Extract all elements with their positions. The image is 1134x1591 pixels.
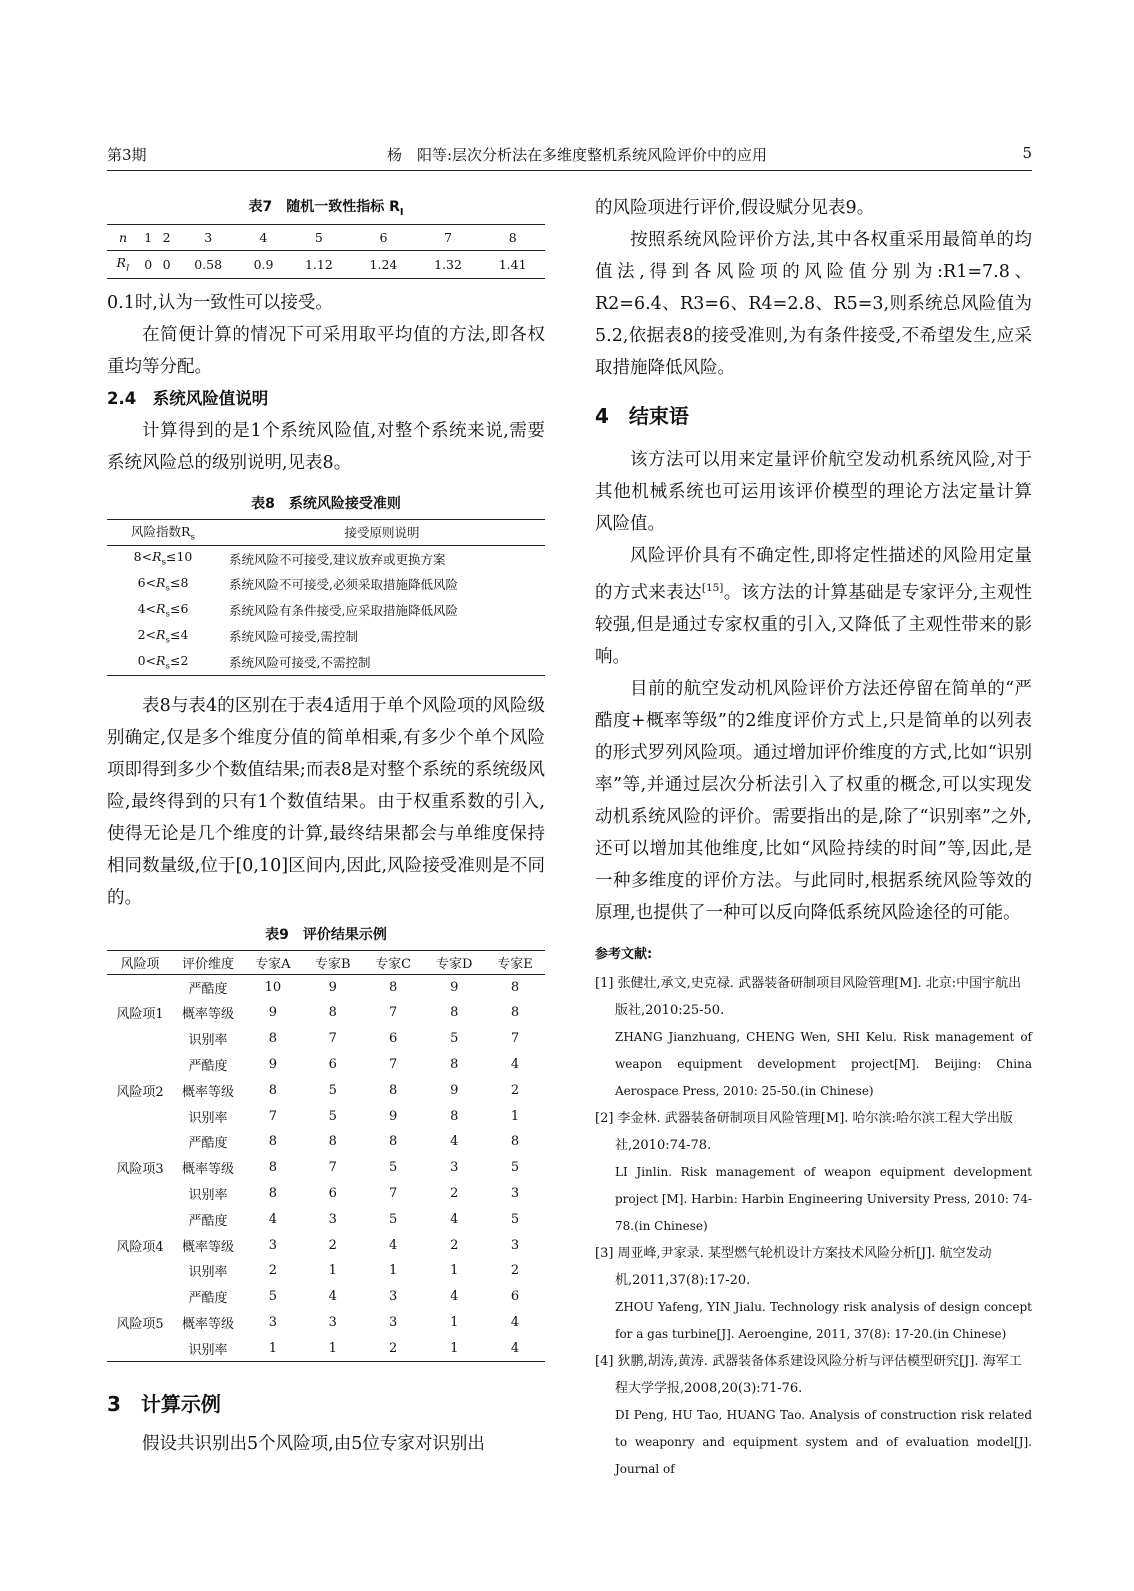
table-row: 风险项2 概率等级 8 5 8 9 2	[107, 1077, 545, 1103]
issue-number: 第3期	[107, 146, 147, 164]
table-cell: 9	[268, 1005, 278, 1021]
references-heading: 参考文献:	[595, 946, 653, 962]
table-cell: 识别率	[188, 1188, 228, 1204]
section-heading-2-4: 2.4 系统风险值说明	[107, 388, 269, 408]
table-cell: 3	[268, 1237, 278, 1253]
table-row: 风险项3 概率等级 8 7 5 3 5	[107, 1155, 545, 1181]
table-cell: 0.9	[253, 256, 274, 272]
left-column	[107, 192, 545, 1460]
table-cell: 0	[162, 256, 171, 272]
reference-entry-english: ZHOU Yafeng, YIN Jialu. Technology risk analysis of design concept for a gas turbine[J]. Aeroengine, 2011, 37(8): 17-20.(in Chinese)	[615, 1299, 1032, 1341]
table-cell: 8	[389, 979, 398, 995]
table-cell: 1	[450, 1315, 459, 1331]
table-cell: 0	[144, 256, 153, 272]
table-row	[107, 1206, 545, 1232]
table-cell: 严酷度	[188, 1213, 228, 1229]
table-cell: 5	[328, 1108, 337, 1124]
table-cell: 2	[450, 1186, 459, 1202]
table-cell: 严酷度	[188, 1059, 228, 1075]
table-cell: 3	[204, 229, 213, 245]
table7	[107, 224, 545, 279]
reference-entry-english: ZHANG Jianzhuang, CHENG Wen, SHI Kelu. Risk management of weapon equipment development project[M]. Beijing: China Aerospace Press, 2010: 25-50.(in Chinese)	[615, 1029, 1032, 1098]
table-row: $4<R_s\le 6$ 系统风险有条件接受,应采取措施降低风险	[137, 601, 458, 620]
table-cell: 4	[259, 229, 268, 245]
table-cell: 1.32	[434, 256, 462, 272]
table-cell: 4	[510, 1340, 520, 1356]
table-row: $0<R_s\le 2$ 系统风险可接受,不需控制	[137, 652, 371, 672]
table-row	[107, 1335, 545, 1361]
table-cell: 5	[510, 1160, 520, 1176]
table-cell: 8	[268, 1160, 278, 1176]
table-cell: 识别率	[188, 1342, 228, 1358]
table-cell: 7	[328, 1031, 337, 1047]
paragraph: 表8与表4的区别在于表4适用于单个风险项的风险级别确定,仅是多个维度分值的简单相乘,有多少个单个风险项即得到多少个数值结果;而表8是对整个系统的系统级风险,最终得到的只有1个数值结果。由于权重系数的引入,使得无论是几个维度的计算,最终结果都会与单维度保持相同数量级,位于[0,10]区间内,因此,风险接受准则是不同的。	[107, 695, 545, 908]
table-row	[107, 1284, 545, 1310]
table-cell: 识别率	[188, 1265, 228, 1281]
table-cell: 9	[328, 979, 337, 995]
table-cell: 3	[328, 1211, 337, 1227]
table-row: $2<R_s\le 4$ 系统风险可接受,需控制	[137, 627, 358, 646]
table-cell: 0.58	[194, 256, 223, 272]
table-cell: 6	[510, 1289, 520, 1305]
paragraph: 目前的航空发动机风险评价方法还停留在简单的“严酷度+概率等级”的2维度评价方式上,只是简单的以列表的形式罗列风险项。通过增加评价维度的方式,比如“识别率”等,并通过层次分析法引入了权重的概念,可以实现发动机系统风险的评价。需要指出的是,除了“识别率”之外,还可以增加其他维度,比如“风险持续的时间”等,因此,是一种多维度的评价方法。与此同时,根据系统风险等效的原理,也提供了一种可以反向降低系统风险途径的可能。	[595, 678, 1032, 923]
table8-header: 风险指数$R_s$ 接受原则说明	[107, 519, 545, 545]
table-cell: 1	[510, 1108, 520, 1124]
table-cell: 5	[314, 229, 323, 245]
table-cell: 10	[264, 979, 282, 995]
table-cell: 7	[389, 1186, 398, 1202]
table-cell: 严酷度	[188, 1291, 228, 1307]
table-cell: 8	[328, 1134, 337, 1150]
table-cell: 8	[268, 1031, 278, 1047]
reference-list	[595, 970, 1032, 1483]
table-row	[107, 1103, 545, 1129]
table-cell: 5	[510, 1211, 520, 1227]
table-cell: 8	[328, 1005, 337, 1021]
paragraph: 该方法可以用来定量评价航空发动机系统风险,对于其他机械系统也可运用该评价模型的理论方法定量计算风险值。	[595, 450, 1032, 534]
table7-caption: 表7 随机一致性指标 $R_I$	[248, 199, 404, 218]
table-cell: 4	[510, 1057, 520, 1073]
table-cell: 3	[510, 1186, 520, 1202]
paragraph: 假设共识别出5个风险项,由5位专家对识别出	[142, 1433, 485, 1454]
table9-caption: 表9 评价结果示例	[265, 926, 387, 943]
table-cell: 9	[268, 1057, 278, 1073]
table-cell: 5	[450, 1031, 459, 1047]
reference-entry: [4] 狄鹏,胡涛,黄涛. 武器装备体系建设风险分析与评估模型研究[J]. 海军工程大学学报,2008,20(3):71-76.	[595, 1353, 1022, 1396]
table-cell: 4	[450, 1289, 459, 1305]
paragraph: 的风险项进行评价,假设赋分见表9。	[595, 198, 875, 218]
table-cell: 1.41	[498, 256, 527, 272]
table-cell: 1	[389, 1263, 398, 1279]
table-cell: 5	[268, 1289, 278, 1305]
table-cell: 概率等级	[181, 1239, 234, 1255]
table-cell: 2	[510, 1082, 520, 1098]
table-row	[107, 974, 545, 1000]
table-cell: 8	[450, 1057, 459, 1073]
table-row	[107, 1052, 545, 1078]
table8	[107, 519, 545, 676]
table-cell: 3	[450, 1160, 459, 1176]
table-cell: 4	[450, 1134, 459, 1150]
table-cell: 2	[328, 1237, 337, 1253]
table-cell: 8	[389, 1082, 398, 1098]
table-row	[107, 1181, 545, 1207]
table7-row-r: $R_I$ 0 0 0.58 0.9 1.12 1.24 1.32 1.41	[107, 250, 545, 278]
table-cell: 4	[450, 1211, 459, 1227]
paragraph: 风险评价具有不确定性,即将定性描述的风险用定量的方式来表达[15]。该方法的计算基础是专家评分,主观性较强,但是通过专家权重的引入,又降低了主观性带来的影响。	[595, 546, 1032, 667]
table-cell: 8	[510, 1134, 520, 1150]
table-cell: 识别率	[188, 1110, 228, 1126]
table-cell: 6	[389, 1031, 398, 1047]
page-number: 5	[1022, 144, 1032, 162]
table-cell: 8	[389, 1134, 398, 1150]
table-cell: 严酷度	[188, 1136, 228, 1152]
table-cell: 2	[389, 1340, 398, 1356]
table-cell: 5	[389, 1211, 398, 1227]
table-cell: 1	[328, 1340, 337, 1356]
table-cell: 9	[450, 979, 459, 995]
table-cell: 概率等级	[181, 1084, 234, 1100]
table-cell: 2	[268, 1263, 278, 1279]
table-cell: 4	[510, 1315, 520, 1331]
table-cell: 概率等级	[181, 1162, 234, 1178]
reference-entry-english: DI Peng, HU Tao, HUANG Tao. Analysis of construction risk related to weaponry and equipment system and of evaluation model[J]. Journal of	[615, 1407, 1032, 1476]
table7-row-n: n 1 2 3 4 5 6 7 8	[107, 224, 545, 250]
table-cell: 3	[268, 1315, 278, 1331]
table-cell: 7	[389, 1057, 398, 1073]
table-cell: 1	[450, 1340, 459, 1356]
right-column	[595, 192, 1032, 1483]
table-cell: 8	[268, 1186, 278, 1202]
table-cell: 3	[389, 1289, 398, 1305]
paragraph: 计算得到的是1个系统风险值,对整个系统来说,需要系统风险总的级别说明,见表8。	[107, 420, 545, 473]
table-row	[107, 1129, 545, 1155]
table-cell: 2	[450, 1237, 459, 1253]
reference-entry: [1] 张健壮,承文,史克禄. 武器装备研制项目风险管理[M]. 北京:中国宇航出版社,2010:25-50.	[595, 975, 1022, 1018]
table-cell: 8	[268, 1082, 278, 1098]
table-cell: 5	[328, 1082, 337, 1098]
table-cell: 概率等级	[181, 1317, 234, 1333]
table-cell: 3	[389, 1315, 398, 1331]
table-cell: 3	[328, 1315, 337, 1331]
table-cell: 7	[328, 1160, 337, 1176]
table-cell: 严酷度	[188, 981, 228, 997]
table-cell: 8	[450, 1005, 459, 1021]
table-cell: 3	[510, 1237, 520, 1253]
table-cell: 8	[508, 229, 517, 245]
paragraph: 按照系统风险评价方法,其中各权重采用最简单的均值法,得到各风险项的风险值分别为:R1=7.8、R2=6.4、R3=6、R4=2.8、R5=3,则系统总风险值为5.2,依据表8的接受准则,为有条件接受,不希望发生,应采取措施降低风险。	[595, 230, 1032, 378]
table-row: $8<R_s\le 10$ 系统风险不可接受,建议放弃或更换方案	[133, 549, 446, 568]
table-cell: 识别率	[188, 1033, 228, 1049]
paragraph: 0.1时,认为一致性可以接受。	[107, 292, 333, 313]
running-title: 杨 阳等:层次分析法在多维度整机系统风险评价中的应用	[386, 146, 768, 164]
reference-entry: [3] 周亚峰,尹家录. 某型燃气轮机设计方案技术风险分析[J]. 航空发动机,2011,37(8):17-20.	[595, 1245, 992, 1288]
table9	[107, 950, 545, 1362]
table-row	[107, 1026, 545, 1052]
table-cell: 9	[450, 1082, 459, 1098]
table8-body	[107, 545, 545, 675]
header-rule	[107, 170, 1032, 171]
table-cell: 2	[510, 1263, 520, 1279]
table-cell: 7	[510, 1031, 520, 1047]
section-heading-3: 3 计算示例	[107, 1391, 221, 1416]
table-cell: 2	[162, 229, 171, 245]
table-row	[107, 1258, 545, 1284]
table-cell: 8	[510, 1005, 520, 1021]
table-row: 风险项5 概率等级 3 3 3 1 4	[107, 1310, 545, 1336]
running-header	[107, 144, 1032, 168]
table-cell: 1	[268, 1340, 278, 1356]
table-cell: 1.12	[304, 256, 333, 272]
table-cell: 8	[450, 1108, 459, 1124]
table-row: $6<R_s\le 8$ 系统风险不可接受,必须采取措施降低风险	[137, 575, 458, 594]
table-cell: 1	[450, 1263, 459, 1279]
table-cell: 1	[328, 1263, 337, 1279]
reference-entry: [2] 李金林. 武器装备研制项目风险管理[M]. 哈尔滨:哈尔滨工程大学出版社,2010:74-78.	[595, 1110, 1013, 1153]
table-cell: 5	[389, 1160, 398, 1176]
table-cell: 6	[328, 1057, 337, 1073]
table-cell: 4	[328, 1289, 337, 1305]
table8-caption: 表8 系统风险接受准则	[251, 495, 401, 512]
section-heading-4: 4 结束语	[595, 404, 689, 428]
table-row: 风险项1 概率等级 9 8 7 8 8	[107, 1000, 545, 1026]
table-cell: 7	[444, 229, 453, 245]
table-cell: 7	[389, 1005, 398, 1021]
table-cell: 概率等级	[181, 1007, 234, 1023]
table-cell: 1.24	[369, 256, 398, 272]
reference-entry-english: LI Jinlin. Risk management of weapon equipment development project [M]. Harbin: Harbin Engineering University Press, 2010: 74-78.(in Chinese)	[615, 1164, 1033, 1233]
table-cell: 4	[268, 1211, 278, 1227]
table-cell: 8	[268, 1134, 278, 1150]
table-cell: 6	[328, 1186, 337, 1202]
table-cell: 9	[389, 1108, 398, 1124]
table-cell: 7	[268, 1108, 278, 1124]
table-cell: 4	[389, 1237, 398, 1253]
table-cell: 1	[144, 229, 153, 245]
table-cell: 8	[510, 979, 520, 995]
paragraph: 在简便计算的情况下可采用取平均值的方法,即各权重均等分配。	[107, 324, 545, 377]
table9-header: 风险项 评价维度 专家A 专家B 专家C 专家D 专家E	[107, 950, 545, 974]
table9-body	[107, 974, 545, 1361]
table-row: 风险项4 概率等级 3 2 4 2 3	[107, 1232, 545, 1258]
table-cell: 6	[379, 229, 388, 245]
